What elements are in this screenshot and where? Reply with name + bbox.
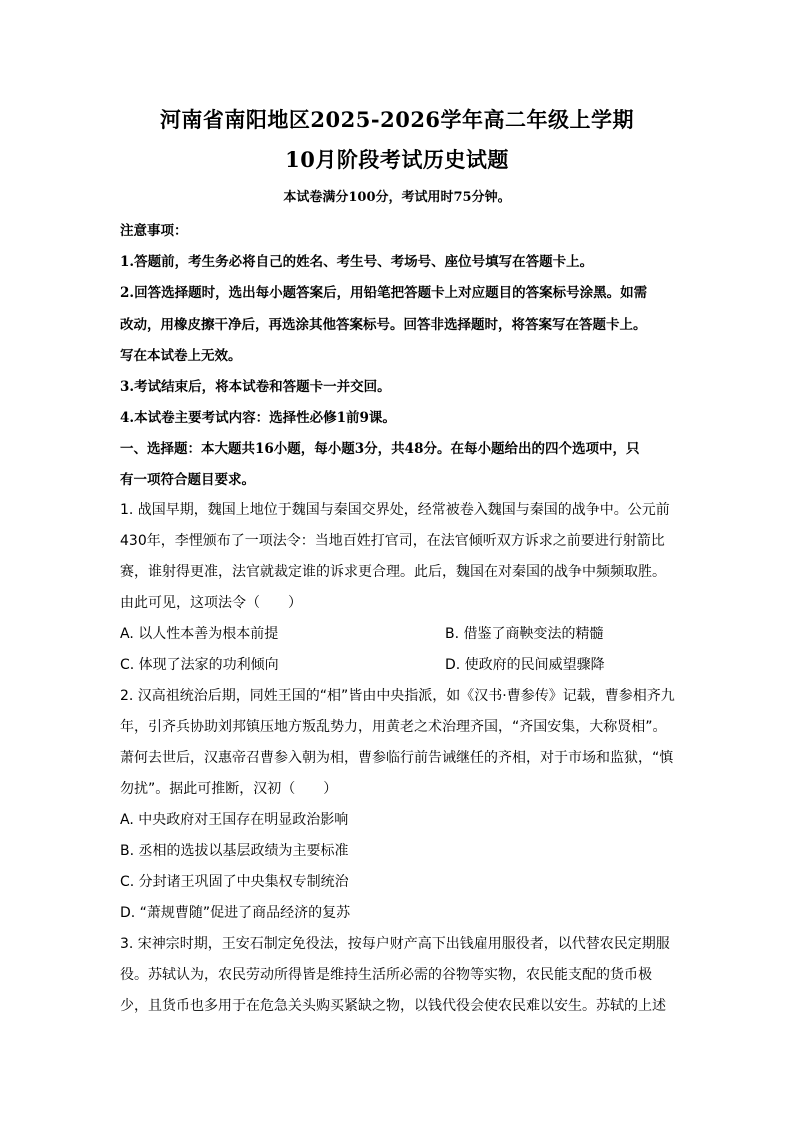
q1-option-b: B. 借鉴了商鞅变法的精髓 (445, 626, 604, 642)
exam-subtitle: 本试卷满分100分，考试用时75分钟。 (283, 190, 511, 205)
q1-line-4: 由此可见，这项法令（ ） (120, 595, 302, 611)
q3-line-2: 役。苏轼认为，农民劳动所得皆是维持生活所必需的谷物等实物，农民能支配的货币极 (120, 967, 652, 983)
q2-option-c: C. 分封诸王巩固了中央集权专制统治 (120, 874, 349, 890)
q1-option-d: D. 使政府的民间威望骤降 (445, 657, 605, 673)
exam-title-line-2: 10月阶段考试历史试题 (285, 147, 509, 172)
q1-line-2: 430年，李悝颁布了一项法令：当地百姓打官司，在法官倾听双方诉求之前要进行射箭比 (120, 533, 665, 549)
q2-line-1: 2. 汉高祖统治后期，同姓王国的“相”皆由中央指派，如《汉书·曹参传》记载，曹参相齐九 (120, 688, 675, 704)
q2-line-3: 萧何去世后，汉惠帝召曹参入朝为相，曹参临行前告诫继任的齐相，对于市场和监狱，“慎 (120, 750, 674, 766)
notes-heading: 注意事项： (120, 223, 188, 239)
q1-line-1: 1. 战国早期，魏国上地位于魏国与秦国交界处，经常被卷入魏国与秦国的战争中。公元前 (120, 502, 670, 518)
note-2-line-3: 写在本试卷上无效。 (120, 348, 242, 364)
exam-title-line-1: 河南省南阳地区2025-2026学年高二年级上学期 (159, 107, 635, 132)
note-1: 1.答题前，考生务必将自己的姓名、考生号、考场号、座位号填写在答题卡上。 (120, 254, 594, 270)
q2-option-d: D. “萧规曹随”促进了商品经济的复苏 (120, 905, 351, 921)
section-heading-line-2: 有一项符合题目要求。 (120, 472, 255, 488)
section-heading-line-1: 一、选择题：本大题共16小题，每小题3分，共48分。在每小题给出的四个选项中，只 (120, 441, 640, 457)
note-2-line-1: 2.回答选择题时，选出每小题答案后，用铅笔把答题卡上对应题目的答案标号涂黑。如需 (120, 285, 648, 301)
note-2-line-2: 改动，用橡皮擦干净后，再选涂其他答案标号。回答非选择题时，将答案写在答题卡上。 (120, 317, 647, 333)
q2-option-a: A. 中央政府对王国存在明显政治影响 (120, 812, 349, 828)
q3-line-3: 少，且货币也多用于在危急关头购买紧缺之物，以钱代役会使农民难以安生。苏轼的上述 (120, 998, 666, 1014)
note-4: 4.本试卷主要考试内容：选择性必修1前9课。 (120, 410, 396, 426)
note-3: 3.考试结束后，将本试卷和答题卡一并交回。 (120, 379, 391, 395)
q3-line-1: 3. 宋神宗时期，王安石制定免役法，按每户财产高下出钱雇用服役者，以代替农民定期服 (120, 936, 670, 952)
q2-line-4: 勿扰”。据此可推断，汉初（ ） (120, 781, 338, 797)
q1-option-c: C. 体现了法家的功利倾向 (120, 657, 279, 673)
q1-line-3: 赛，谁射得更准，法官就裁定谁的诉求更合理。此后，魏国在对秦国的战争中频频取胜。 (120, 564, 666, 580)
q1-option-a: A. 以人性本善为根本前提 (120, 626, 279, 642)
q2-option-b: B. 丞相的选拔以基层政绩为主要标准 (120, 843, 349, 859)
q2-line-2: 年，引齐兵协助刘邦镇压地方叛乱势力，用黄老之术治理齐国，“齐国安集，大称贤相”。 (120, 719, 667, 735)
